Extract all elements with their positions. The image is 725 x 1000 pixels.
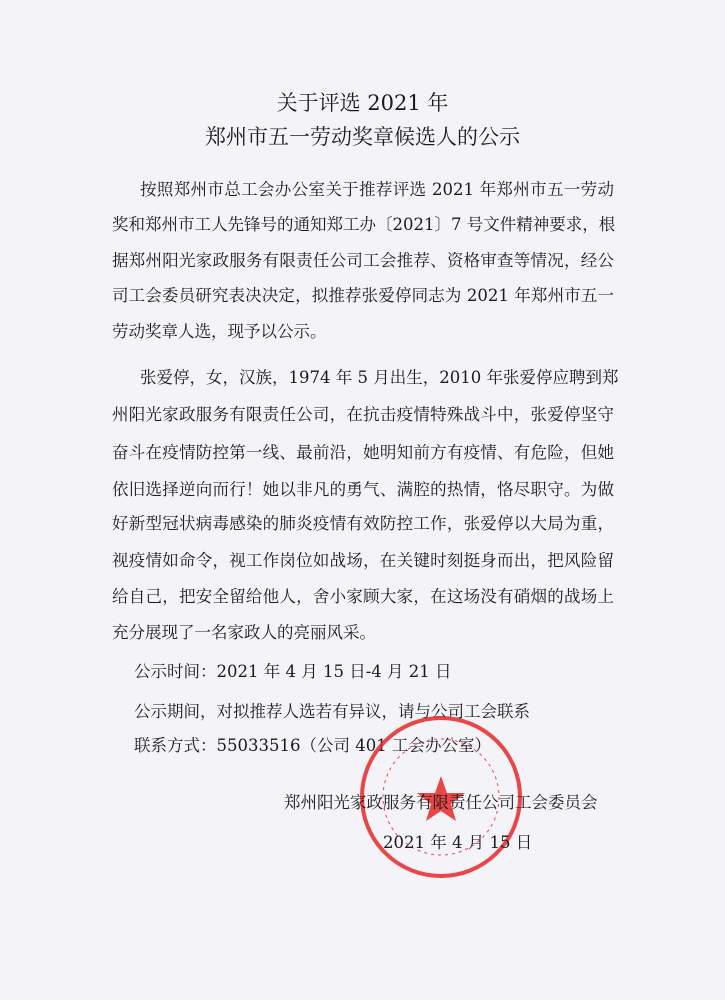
text-line: 劳动奖章人选，现予以公示。: [112, 322, 327, 341]
text-line: 依旧选择逆向而行！她以非凡的勇气、满腔的热情，恪尽职守。为做: [112, 480, 614, 499]
text-line: 视疫情如命令，视工作岗位如战场，在关键时刻挺身而出，把风险留: [112, 551, 614, 570]
text-line: 据郑州阳光家政服务有限责任公司工会推荐、资格审查等情况，经公: [112, 251, 614, 270]
signature-org: 郑州阳光家政服务有限责任公司工会委员会: [284, 793, 598, 812]
contact-info: 联系方式：55033516（公司 401 工会办公室）: [134, 736, 491, 755]
title-line-1: 关于评选 2021 年: [276, 91, 449, 115]
text-line: 给自己，把安全留给他人，舍小家顾大家，在这场没有硝烟的战场上: [112, 587, 614, 606]
notice-period: 公示时间：2021 年 4 月 15 日-4 月 21 日: [134, 662, 452, 681]
text-line: 好新型冠状病毒感染的肺炎疫情有效防控工作，张爱停以大局为重，: [112, 514, 614, 533]
objection-note: 公示期间，对拟推荐人选若有异议，请与公司工会联系: [134, 702, 530, 721]
signature-date: 2021 年 4 月 15 日: [383, 833, 533, 852]
text-line: 充分展现了一名家政人的亮丽风采。: [112, 623, 376, 642]
text-line: 张爱停，女，汉族，1974 年 5 月出生，2010 年张爱停应聘到郑: [140, 368, 619, 387]
text-line: 奋斗在疫情防控第一线、最前沿，她明知前方有疫情、有危险，但她: [112, 443, 614, 462]
text-line: 按照郑州市总工会办公室关于推荐评选 2021 年郑州市五一劳动: [140, 180, 614, 199]
title-line-2: 郑州市五一劳动奖章候选人的公示: [205, 125, 520, 149]
text-line: 奖和郑州市工人先锋号的通知郑工办〔2021〕7 号文件精神要求，根: [112, 215, 616, 234]
text-line: 司工会委员研究表决决定，拟推荐张爱停同志为 2021 年郑州市五一: [112, 286, 614, 305]
text-line: 州阳光家政服务有限责任公司，在抗击疫情特殊战斗中，张爱停坚守: [112, 405, 614, 424]
